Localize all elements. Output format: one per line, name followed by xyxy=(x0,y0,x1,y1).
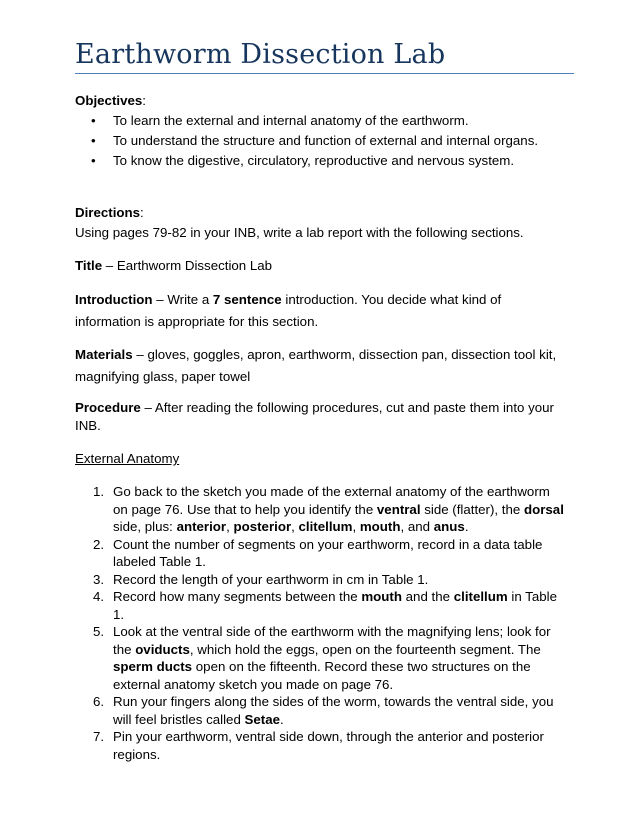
title-section-label: Title xyxy=(75,258,103,273)
list-item: • To know the digestive, circulatory, reproductive and nervous system. xyxy=(113,151,564,171)
directions-label: Directions xyxy=(75,205,141,220)
bullet-icon: • xyxy=(91,133,96,148)
materials-label: Materials xyxy=(75,347,133,362)
list-item: 5. Look at the ventral side of the earthworm with the magnifying lens; look for the oviducts, which hold the eggs, open on the fourteenth segment. The sperm ducts open on the fifteenth. Record these two structures on the external anatomy sketch you made on page 76. xyxy=(93,624,551,692)
page-title: Earthworm Dissection Lab xyxy=(75,39,446,70)
objectives-label: Objectives xyxy=(75,93,143,108)
title-section: Title – Earthworm Dissection Lab xyxy=(75,258,273,273)
list-item: 4. Record how many segments between the mouth and the clitellum in Table 1. xyxy=(93,589,557,622)
list-item: 7. Pin your earthworm, ventral side down, through the anterior and posterior regions. xyxy=(93,729,544,762)
introduction-section: Introduction – Write a 7 sentence introduction. You decide what kind of information is appropriate for this section. xyxy=(75,292,502,329)
materials-section: Materials – gloves, goggles, apron, earthworm, dissection pan, dissection tool kit, magnifying glass, paper towel xyxy=(75,347,557,384)
objectives-heading: Objectives: xyxy=(75,93,146,108)
list-item: 3. Record the length of your earthworm in cm in Table 1. xyxy=(93,571,429,587)
list-item: • To learn the external and internal anatomy of the earthworm. xyxy=(113,111,564,131)
procedure-section: Procedure – After reading the following procedures, cut and paste them into your INB. xyxy=(75,400,554,433)
directions-heading: Directions: xyxy=(75,205,144,220)
procedure-steps xyxy=(75,483,564,763)
list-item: 2. Count the number of segments on your earthworm, record in a data table labeled Table 1. xyxy=(93,536,543,569)
introduction-label: Introduction xyxy=(75,292,153,307)
list-item: • To understand the structure and function of external and internal organs. xyxy=(113,131,564,151)
list-item: 6. Run your fingers along the sides of the worm, towards the ventral side, you will feel bristles called Setae. xyxy=(93,694,554,727)
external-anatomy-heading: External Anatomy xyxy=(75,451,180,466)
bullet-icon: • xyxy=(91,113,96,128)
directions-text: Using pages 79-82 in your INB, write a lab report with the following sections. xyxy=(75,225,524,240)
objectives-list xyxy=(75,111,564,171)
bullet-icon: • xyxy=(91,153,96,168)
procedure-label: Procedure xyxy=(75,400,141,415)
list-item: 1. Go back to the sketch you made of the external anatomy of the earthworm on page 76. Use that to help you identify the ventral side (flatter), the dorsal side, plus: anterior, posterior, clitellum, mouth, and anus. xyxy=(93,484,564,534)
